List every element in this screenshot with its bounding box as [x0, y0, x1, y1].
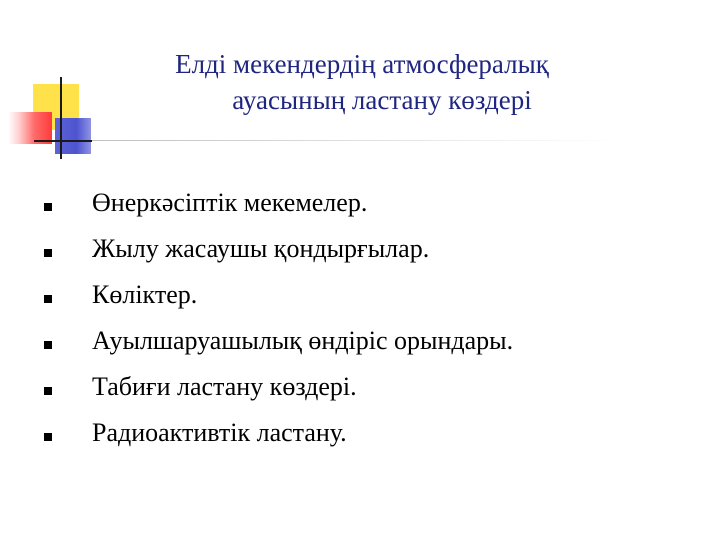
vertical-line: [60, 77, 62, 159]
square-bullet-icon: [44, 249, 52, 257]
bullet-list: [40, 180, 513, 456]
slide-title: [100, 46, 640, 118]
square-bullet-icon: [44, 295, 52, 303]
list-item: [40, 272, 513, 318]
list-item-label: Көліктер.: [92, 280, 198, 309]
horizontal-line: [34, 140, 92, 142]
title-underline: [92, 140, 622, 141]
list-item: [40, 364, 513, 410]
square-bullet-icon: [44, 433, 52, 441]
title-line-2: ауасының ластану көздері: [232, 85, 532, 115]
list-item-label: Ауылшаруашылық өндіріс орындары.: [92, 326, 514, 355]
list-item: [40, 410, 513, 456]
title-line-1: Елді мекендердің атмосфералық: [175, 49, 549, 79]
decorative-squares-logo: [0, 0, 110, 170]
list-item: [40, 180, 513, 226]
list-item: [40, 318, 513, 364]
square-bullet-icon: [44, 387, 52, 395]
square-bullet-icon: [44, 203, 52, 211]
list-item-label: Жылу жасаушы қондырғылар.: [92, 234, 430, 263]
list-item-label: Табиғи ластану көздері.: [92, 372, 357, 401]
square-bullet-icon: [44, 341, 52, 349]
list-item-label: Радиоактивтік ластану.: [92, 418, 347, 447]
list-item-label: Өнеркәсіптік мекемелер.: [92, 188, 368, 217]
list-item: [40, 226, 513, 272]
